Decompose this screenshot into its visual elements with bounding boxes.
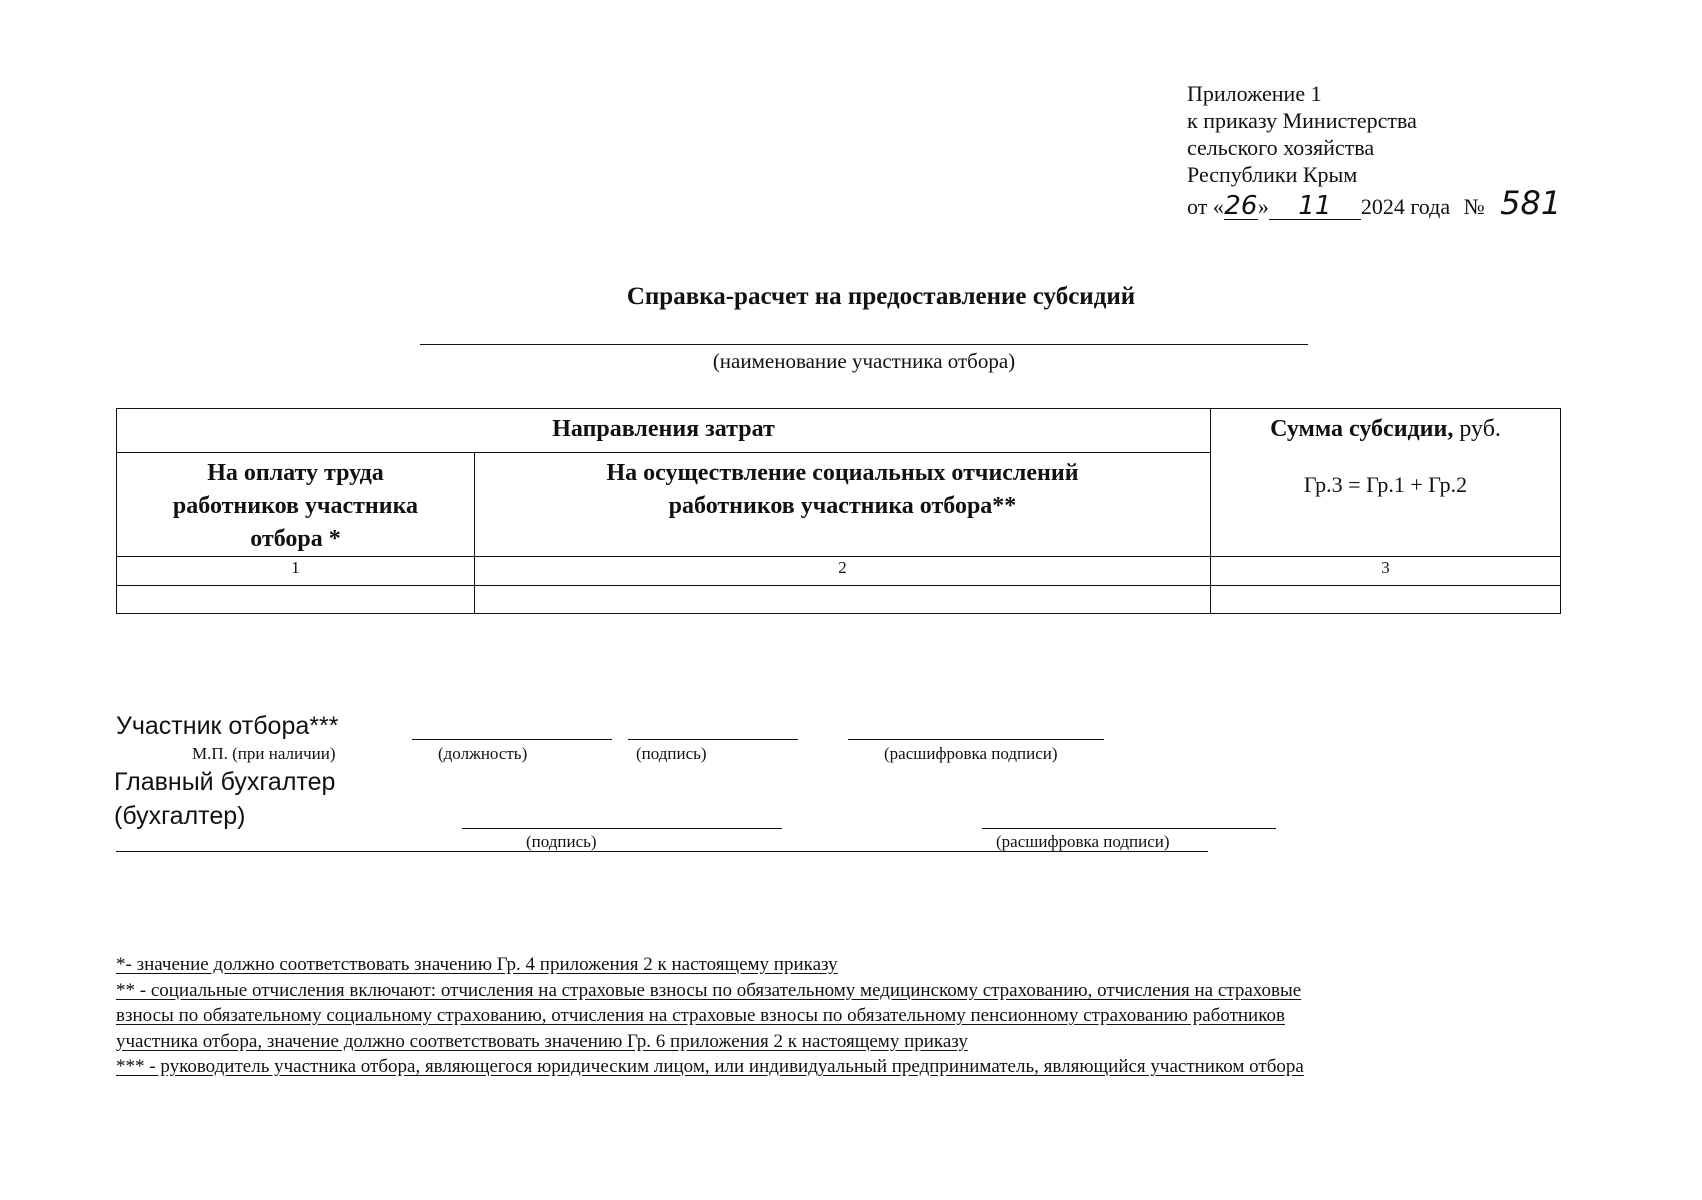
position-caption: (должность) [438,744,528,763]
value-cell-sum[interactable] [1211,586,1561,614]
header-social-line-1: На осуществление социальных отчислений [606,460,1079,486]
appendix-line-2: к приказу Министерства [1187,108,1417,133]
date-prefix: от « [1187,194,1224,219]
footnote-2-line-1: ** - социальные отчисления включают: отчисления на страховые взносы по обязательному медицинскому страхованию, отчисления на страховые [116,979,1302,1001]
header-labor-line-1: На оплату труда [207,460,384,486]
appendix-block [1187,80,1561,220]
column-number-3: 3 [1211,557,1561,586]
header-sum-label: Сумма субсидии, [1270,416,1454,442]
footnotes [116,952,1536,1080]
header-sum-formula: Гр.3 = Гр.1 + Гр.2 [1303,472,1468,497]
appendix-date-line [1187,184,1562,222]
decoding-caption: (расшифровка подписи) [884,744,1058,763]
number-sign: № [1463,194,1485,219]
header-sum-unit: руб. [1453,416,1501,442]
date-month: 11 [1269,193,1361,220]
accountant-signature-line [462,828,782,829]
appendix-line-4: Республики Крым [1187,162,1358,187]
header-labor-line-3: отбора * [250,526,341,552]
column-number-1: 1 [117,557,475,586]
header-social-line-2: работников участника отбора** [668,493,1017,519]
value-cell-labor[interactable] [117,586,475,614]
accountant-label-line-2: (бухгалтер) [114,802,246,830]
participant-decoding-line [848,739,1104,740]
participant-signature-line [628,739,798,740]
stamp-caption: М.П. (при наличии) [192,744,336,763]
header-labor-line-2: работников участника [172,493,419,519]
header-subsidy-sum [1211,409,1561,557]
accountant-decoding-caption: (расшифровка подписи) [996,832,1170,851]
appendix-line-1: Приложение 1 [1187,81,1322,106]
date-day: 26 [1224,191,1258,221]
subsidy-table [116,408,1561,614]
participant-position-line [412,739,612,740]
participant-signatory-label: Участник отбора*** [116,712,339,740]
value-cell-social[interactable] [475,586,1211,614]
column-number-2: 2 [475,557,1211,586]
header-cost-directions: Направления затрат [117,409,1211,453]
header-labor-payment [117,453,475,557]
footnote-2-line-3: участника отбора, значение должно соответствовать значению Гр. 6 приложения 2 к настоящему приказу [116,1030,968,1052]
accountant-signature-caption: (подпись) [526,832,597,851]
accountant-label-line-1: Главный бухгалтер [114,768,336,796]
header-social-contributions [475,453,1211,557]
accountant-decoding-line [982,828,1276,829]
date-year: 2024 года [1360,194,1451,219]
footnote-3: *** - руководитель участника отбора, являющегося юридическим лицом, или индивидуальный предприниматель, являющийся участником отбора [116,1056,1304,1077]
participant-name-line [420,344,1308,345]
appendix-line-3: сельского хозяйства [1187,135,1375,160]
document-title: Справка-расчет на предоставление субсидий [626,283,1136,310]
order-number: 581 [1500,184,1562,222]
participant-name-caption: (наименование участника отбора) [712,349,1016,373]
footnote-1: *- значение должно соответствовать значению Гр. 4 приложения 2 к настоящему приказу [116,954,838,975]
footnote-2-line-2: взносы по обязательному социальному страхованию, отчисления на страховые взносы по обязательному пенсионному страхованию работников [116,1005,1285,1026]
signature-caption: (подпись) [636,744,707,763]
date-day-close: » [1257,194,1269,219]
